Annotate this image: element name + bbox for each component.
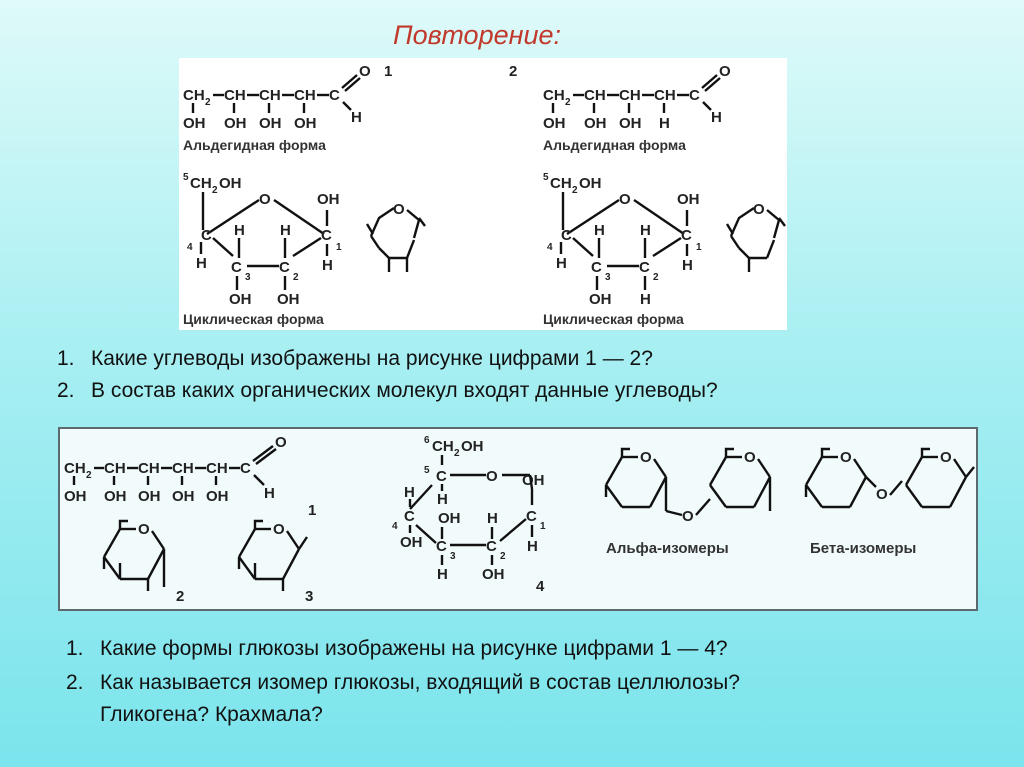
label-1: 1 — [384, 63, 393, 80]
svg-text:4: 4 — [392, 521, 398, 532]
svg-text:H: H — [437, 491, 448, 508]
svg-text:4: 4 — [187, 242, 193, 253]
svg-text:H: H — [659, 115, 670, 132]
svg-text:C: C — [689, 87, 700, 104]
svg-text:OH: OH — [259, 115, 282, 132]
svg-text:O: O — [273, 521, 285, 538]
svg-text:CH: CH — [550, 175, 572, 192]
svg-text:C: C — [639, 259, 650, 276]
alpha-ring — [104, 521, 184, 605]
svg-text:O: O — [682, 508, 694, 525]
svg-text:CH: CH — [183, 87, 205, 104]
label-2: 2 — [509, 63, 518, 80]
svg-text:O: O — [393, 201, 405, 218]
svg-text:CH: CH — [619, 87, 641, 104]
svg-text:OH: OH — [482, 566, 505, 583]
svg-text:H: H — [487, 510, 498, 527]
svg-text:H: H — [234, 222, 245, 239]
svg-text:C: C — [591, 259, 602, 276]
svg-text:H: H — [196, 255, 207, 272]
svg-text:OH: OH — [219, 175, 242, 192]
svg-text:OH: OH — [461, 438, 484, 455]
svg-text:1: 1 — [336, 242, 342, 253]
svg-text:H: H — [682, 257, 693, 274]
question-bottom-2: 2. Как называется изомер глюкозы, входящий в состав целлюлозы? Гликогена? Крахмала? — [66, 671, 740, 726]
svg-text:2: 2 — [572, 185, 578, 196]
svg-text:3: 3 — [245, 272, 251, 283]
svg-text:CH: CH — [543, 87, 565, 104]
svg-text:OH: OH — [584, 115, 607, 132]
svg-text:C: C — [201, 227, 212, 244]
svg-text:CH: CH — [172, 460, 194, 477]
glucose-open-chain — [64, 434, 316, 519]
svg-text:OH: OH — [317, 191, 340, 208]
svg-text:O: O — [744, 449, 756, 466]
svg-text:C: C — [321, 227, 332, 244]
svg-text:O: O — [719, 63, 731, 80]
svg-text:2: 2 — [565, 97, 571, 108]
question-top-2: 2. В состав каких органических молекул входят данные углеводы? — [57, 379, 718, 402]
svg-text:2: 2 — [86, 470, 92, 481]
sugars-figure — [179, 58, 787, 330]
svg-text:H: H — [640, 291, 651, 308]
svg-text:CH: CH — [584, 87, 606, 104]
svg-text:O: O — [876, 486, 888, 503]
svg-text:CH: CH — [432, 438, 454, 455]
svg-text:2: 2 — [212, 185, 218, 196]
svg-text:O: O — [359, 63, 371, 80]
svg-text:4: 4 — [547, 242, 553, 253]
svg-text:C: C — [681, 227, 692, 244]
svg-text:2: 2 — [500, 551, 506, 562]
svg-text:CH: CH — [138, 460, 160, 477]
question-top-1: 1. Какие углеводы изображены на рисунке цифрами 1 — 2? — [57, 347, 653, 370]
deoxyribose-open-chain — [509, 63, 731, 153]
svg-text:H: H — [640, 222, 651, 239]
alpha-isomers-label: Альфа-изомеры — [606, 540, 729, 557]
ribose-cyclic — [183, 172, 425, 327]
svg-text:C: C — [231, 259, 242, 276]
svg-text:O: O — [840, 449, 852, 466]
svg-text:C: C — [486, 538, 497, 555]
slide-title: Повторение: — [393, 20, 561, 50]
svg-text:H: H — [556, 255, 567, 272]
label-b1: 1 — [308, 502, 317, 519]
svg-text:OH: OH — [522, 472, 545, 489]
label-b4: 4 — [536, 578, 545, 595]
svg-text:C: C — [436, 468, 447, 485]
svg-text:OH: OH — [438, 510, 461, 527]
svg-text:2: 2 — [653, 272, 659, 283]
label-b2: 2 — [176, 588, 185, 605]
svg-text:OH: OH — [619, 115, 642, 132]
svg-text:2: 2 — [293, 272, 299, 283]
svg-text:O: O — [619, 191, 631, 208]
svg-text:O: O — [486, 468, 498, 485]
svg-text:OH: OH — [543, 115, 566, 132]
ring-icon-2 — [727, 201, 785, 272]
svg-text:H: H — [264, 485, 275, 502]
svg-text:O: O — [275, 434, 287, 451]
svg-text:CH: CH — [259, 87, 281, 104]
caption-aldehyde-2: Альдегидная форма — [543, 137, 686, 153]
svg-text:6: 6 — [424, 435, 430, 446]
svg-text:3: 3 — [605, 272, 611, 283]
ring-icon-1 — [367, 201, 425, 272]
svg-text:OH: OH — [294, 115, 317, 132]
svg-text:H: H — [351, 109, 362, 126]
svg-text:C: C — [561, 227, 572, 244]
svg-text:OH: OH — [589, 291, 612, 308]
svg-text:2: 2 — [205, 97, 211, 108]
svg-text:CH: CH — [104, 460, 126, 477]
svg-text:3: 3 — [450, 551, 456, 562]
svg-text:CH: CH — [654, 87, 676, 104]
svg-text:OH: OH — [229, 291, 252, 308]
svg-text:OH: OH — [400, 534, 423, 551]
beta-isomers-label: Бета-изомеры — [810, 540, 917, 557]
svg-text:2: 2 — [454, 448, 460, 459]
svg-text:H: H — [322, 257, 333, 274]
svg-text:C: C — [240, 460, 251, 477]
svg-text:CH: CH — [206, 460, 228, 477]
svg-text:CH: CH — [294, 87, 316, 104]
svg-text:H: H — [437, 566, 448, 583]
svg-text:5: 5 — [543, 172, 549, 183]
svg-text:H: H — [280, 222, 291, 239]
svg-text:H: H — [711, 109, 722, 126]
svg-text:C: C — [404, 508, 415, 525]
caption-cyclic-2: Циклическая форма — [543, 311, 684, 327]
label-b3: 3 — [305, 588, 314, 605]
question-bottom-1: 1. Какие формы глюкозы изображены на рисунке цифрами 1 — 4? — [66, 637, 728, 660]
svg-text:OH: OH — [172, 488, 195, 505]
ribose-open-chain — [183, 63, 392, 153]
svg-text:5: 5 — [183, 172, 189, 183]
svg-text:C: C — [526, 508, 537, 525]
svg-text:1: 1 — [696, 242, 702, 253]
svg-text:C: C — [329, 87, 340, 104]
svg-text:CH: CH — [64, 460, 86, 477]
svg-text:OH: OH — [104, 488, 127, 505]
glucose-figure — [58, 427, 978, 611]
svg-text:CH: CH — [190, 175, 212, 192]
svg-text:O: O — [138, 521, 150, 538]
glucose-cyclic — [392, 435, 546, 595]
caption-aldehyde-1: Альдегидная форма — [183, 137, 326, 153]
svg-text:C: C — [436, 538, 447, 555]
svg-text:OH: OH — [206, 488, 229, 505]
svg-text:H: H — [404, 484, 415, 501]
svg-text:OH: OH — [277, 291, 300, 308]
svg-text:OH: OH — [224, 115, 247, 132]
alpha-dimer — [606, 449, 770, 557]
svg-text:H: H — [527, 538, 538, 555]
svg-text:OH: OH — [183, 115, 206, 132]
svg-text:1: 1 — [540, 521, 546, 532]
deoxyribose-cyclic — [543, 172, 785, 327]
beta-dimer — [806, 449, 974, 557]
svg-text:OH: OH — [64, 488, 87, 505]
svg-text:5: 5 — [424, 465, 430, 476]
caption-cyclic-1: Циклическая форма — [183, 311, 324, 327]
svg-text:OH: OH — [677, 191, 700, 208]
beta-ring — [239, 521, 313, 605]
svg-text:H: H — [594, 222, 605, 239]
svg-text:O: O — [259, 191, 271, 208]
svg-text:O: O — [753, 201, 765, 218]
svg-text:OH: OH — [138, 488, 161, 505]
svg-text:C: C — [279, 259, 290, 276]
svg-text:CH: CH — [224, 87, 246, 104]
svg-text:OH: OH — [579, 175, 602, 192]
svg-text:O: O — [640, 449, 652, 466]
svg-text:O: O — [940, 449, 952, 466]
